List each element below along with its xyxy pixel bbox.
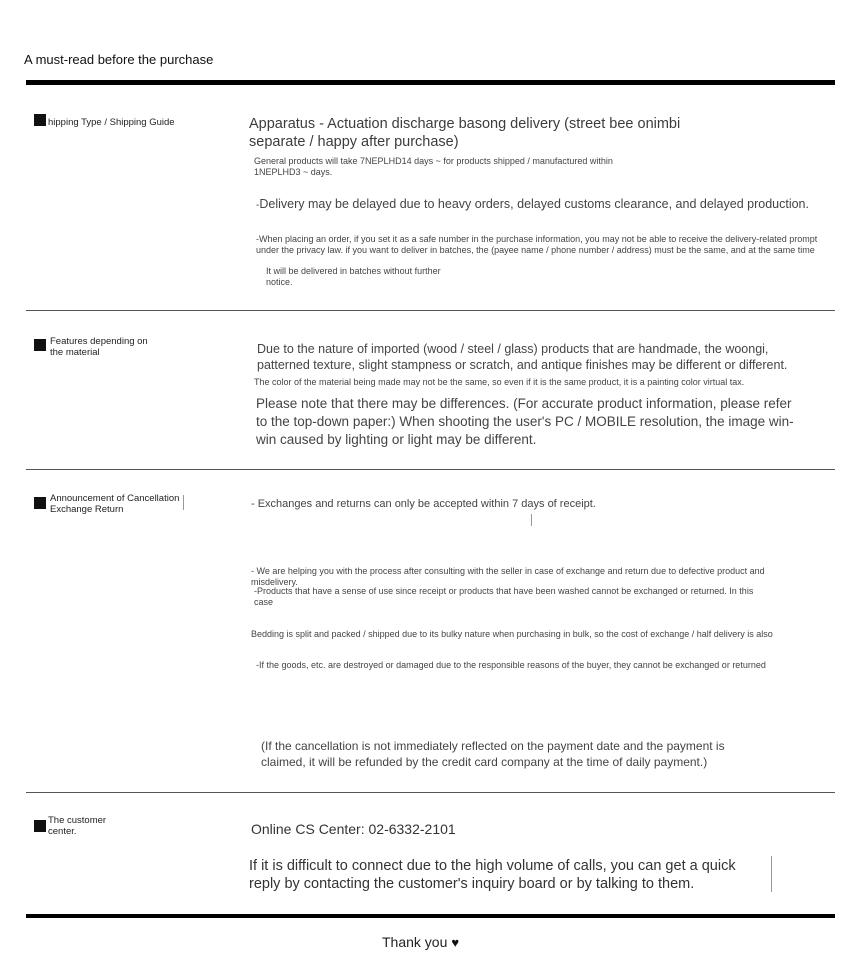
cancellation-seven-days: - Exchanges and returns can only be accepted within 7 days of receipt. bbox=[251, 498, 596, 510]
shipping-title: Apparatus - Actuation discharge basong delivery (street bee onimbi separate / happy after purchase) bbox=[249, 116, 681, 150]
footer-thanks bbox=[382, 934, 459, 952]
material-difference-note: Please note that there may be differences. (For accurate product information, please refer to the top-down paper:) When shooting the user's PC / MOBILE resolution, the image win-win caused by lighting or light may be different. bbox=[256, 396, 794, 447]
section-label-customer: The customer center. bbox=[48, 815, 107, 837]
shipping-safe-number-note: -When placing an order, if you set it as a safe number in the purchase information, you may not be able to receive the delivery-related prompt under the privacy law. if you want to deliver in batches, the (payee name / phone number / address) must be the same, and at the same time bbox=[256, 234, 818, 255]
bottom-divider bbox=[26, 914, 835, 918]
page-title: A must-read before the purchase bbox=[24, 52, 214, 67]
material-color-note: The color of the material being made may not be the same, so even if it is the same product, it is a painting color virtual tax. bbox=[254, 377, 745, 387]
shipping-batch-note: It will be delivered in batches without further notice. bbox=[266, 266, 441, 287]
cancellation-helping: - We are helping you with the process after consulting with the seller in case of exchange and return due to defective product and misdelivery. bbox=[251, 566, 765, 587]
section-divider bbox=[26, 310, 835, 311]
customer-cs-center: Online CS Center: 02-6332-2101 bbox=[251, 821, 456, 837]
section-label-cancellation: Announcement of Cancellation Exchange Return bbox=[50, 493, 180, 515]
shipping-days-line2: 1NEPLHD3 ~ days. bbox=[254, 167, 333, 177]
cancellation-damaged-text: If the goods, etc. are destroyed or damaged due to the responsible reasons of the buyer, they cannot be exchanged or returned bbox=[259, 660, 766, 670]
shipping-safe-number-text: When placing an order, if you set it as a safe number in the purchase information, you may not be able to receive the delivery-related prompt under the privacy law. if you want to deliver in batches, the (payee name / phone number / address) must be the same, and at the same time bbox=[256, 234, 818, 255]
text-cursor-mark bbox=[771, 856, 772, 892]
thank-you-text: Thank you bbox=[382, 934, 448, 950]
cancellation-damaged: -If the goods, etc. are destroyed or damaged due to the responsible reasons of the buyer, they cannot be exchanged or returned bbox=[256, 660, 766, 670]
text-cursor-mark bbox=[531, 514, 532, 526]
cancellation-used-goods: -Products that have a sense of use since receipt or products that have been washed cannot be exchanged or returned. In this case bbox=[254, 586, 754, 607]
shipping-delay-text: Delivery may be delayed due to heavy orders, delayed customs clearance, and delayed production. bbox=[259, 197, 809, 211]
section-label-shipping: hipping Type / Shipping Guide bbox=[48, 117, 175, 128]
section-divider bbox=[26, 792, 835, 793]
shipping-delay-note: -Delivery may be delayed due to heavy orders, delayed customs clearance, and delayed production. bbox=[256, 197, 809, 211]
customer-contact-note: If it is difficult to connect due to the high volume of calls, you can get a quick reply by contacting the customer's inquiry board or by talking to them. bbox=[249, 858, 736, 892]
cancellation-used-goods-text: Products that have a sense of use since receipt or products that have been washed cannot be exchanged or returned. In this case bbox=[254, 586, 754, 607]
section-bullet-icon bbox=[34, 820, 46, 832]
cancellation-refund: (If the cancellation is not immediately reflected on the payment date and the payment is claimed, it will be refunded by the credit card company at the time of daily payment.) bbox=[261, 739, 725, 769]
label-divider-mark bbox=[183, 495, 184, 510]
section-bullet-icon bbox=[34, 497, 46, 509]
section-divider bbox=[26, 469, 835, 470]
section-bullet-icon bbox=[34, 114, 46, 126]
material-nature-note: Due to the nature of imported (wood / steel / glass) products that are handmade, the woongi, patterned texture, slight stampness or scratch, and antique finishes may be different or different. bbox=[257, 342, 788, 372]
section-bullet-icon bbox=[34, 339, 46, 351]
shipping-days-line1: General products will take 7NEPLHD14 days ~ for products shipped / manufactured within bbox=[254, 156, 613, 166]
top-divider bbox=[26, 80, 835, 85]
cancellation-bedding: Bedding is split and packed / shipped due to its bulky nature when purchasing in bulk, so the cost of exchange / half delivery is also bbox=[251, 629, 773, 639]
heart-icon: ♥ bbox=[451, 935, 460, 950]
section-label-material: Features depending on the material bbox=[50, 336, 148, 358]
